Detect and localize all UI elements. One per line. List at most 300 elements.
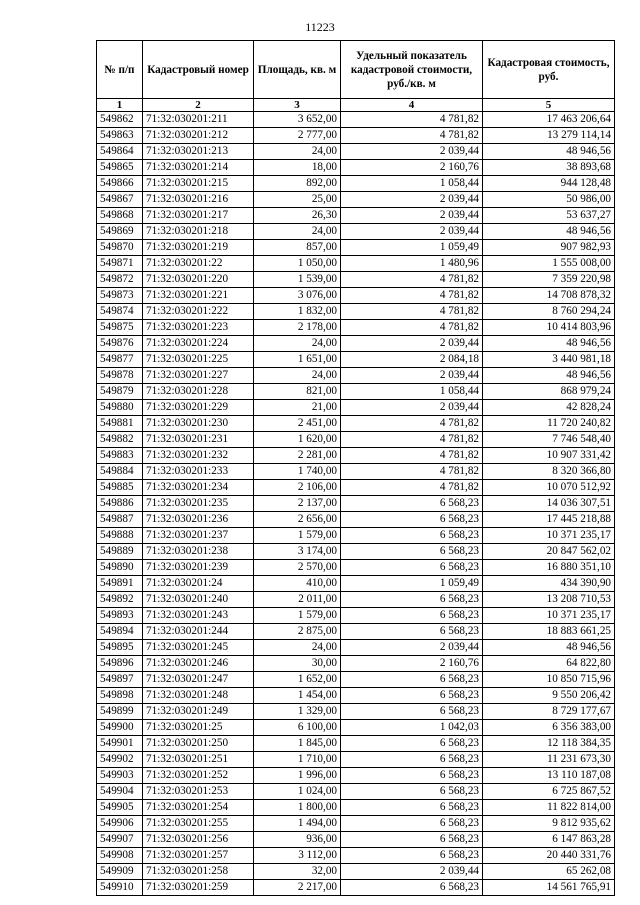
row-number-cell: 549910 bbox=[97, 880, 143, 896]
rate-cell: 6 568,23 bbox=[341, 800, 483, 816]
row-number-cell: 549886 bbox=[97, 496, 143, 512]
cost-cell: 48 946,56 bbox=[483, 224, 615, 240]
rate-cell: 2 039,44 bbox=[341, 192, 483, 208]
cost-cell: 14 561 765,91 bbox=[483, 880, 615, 896]
rate-cell: 4 781,82 bbox=[341, 480, 483, 496]
area-cell: 2 777,00 bbox=[254, 128, 341, 144]
row-number-cell: 549868 bbox=[97, 208, 143, 224]
cadastral-number-cell: 71:32:030201:251 bbox=[143, 752, 254, 768]
cost-cell: 868 979,24 bbox=[483, 384, 615, 400]
table-row bbox=[97, 272, 615, 288]
cost-cell: 42 828,24 bbox=[483, 400, 615, 416]
row-number-cell: 549885 bbox=[97, 480, 143, 496]
cost-cell: 11 231 673,30 bbox=[483, 752, 615, 768]
table-row bbox=[97, 672, 615, 688]
cost-cell: 38 893,68 bbox=[483, 160, 615, 176]
cadastral-number-cell: 71:32:030201:230 bbox=[143, 416, 254, 432]
table-row bbox=[97, 608, 615, 624]
rate-cell: 2 039,44 bbox=[341, 336, 483, 352]
rate-cell: 6 568,23 bbox=[341, 832, 483, 848]
cadastral-number-cell: 71:32:030201:214 bbox=[143, 160, 254, 176]
area-cell: 6 100,00 bbox=[254, 720, 341, 736]
row-number-cell: 549870 bbox=[97, 240, 143, 256]
rate-cell: 4 781,82 bbox=[341, 112, 483, 128]
table-row bbox=[97, 800, 615, 816]
row-number-cell: 549906 bbox=[97, 816, 143, 832]
cost-cell: 10 371 235,17 bbox=[483, 528, 615, 544]
cost-cell: 434 390,90 bbox=[483, 576, 615, 592]
rate-cell: 4 781,82 bbox=[341, 464, 483, 480]
row-number-cell: 549890 bbox=[97, 560, 143, 576]
table-row bbox=[97, 384, 615, 400]
column-number: 3 bbox=[254, 99, 341, 112]
column-number: 2 bbox=[143, 99, 254, 112]
rate-cell: 4 781,82 bbox=[341, 432, 483, 448]
area-cell: 1 329,00 bbox=[254, 704, 341, 720]
table-row bbox=[97, 752, 615, 768]
cadastral-number-cell: 71:32:030201:258 bbox=[143, 864, 254, 880]
area-cell: 3 174,00 bbox=[254, 544, 341, 560]
cadastral-number-cell: 71:32:030201:217 bbox=[143, 208, 254, 224]
cost-cell: 20 847 562,02 bbox=[483, 544, 615, 560]
cadastral-number-cell: 71:32:030201:243 bbox=[143, 608, 254, 624]
rate-cell: 2 039,44 bbox=[341, 400, 483, 416]
row-number-cell: 549891 bbox=[97, 576, 143, 592]
row-number-cell: 549884 bbox=[97, 464, 143, 480]
cadastral-number-cell: 71:32:030201:246 bbox=[143, 656, 254, 672]
cadastral-number-cell: 71:32:030201:235 bbox=[143, 496, 254, 512]
table-row bbox=[97, 176, 615, 192]
cadastral-number-cell: 71:32:030201:219 bbox=[143, 240, 254, 256]
row-number-cell: 549909 bbox=[97, 864, 143, 880]
cadastral-number-cell: 71:32:030201:225 bbox=[143, 352, 254, 368]
row-number-cell: 549908 bbox=[97, 848, 143, 864]
rate-cell: 4 781,82 bbox=[341, 304, 483, 320]
cadastral-number-cell: 71:32:030201:212 bbox=[143, 128, 254, 144]
table-row bbox=[97, 320, 615, 336]
area-cell: 3 112,00 bbox=[254, 848, 341, 864]
rate-cell: 1 042,03 bbox=[341, 720, 483, 736]
rate-cell: 1 059,49 bbox=[341, 240, 483, 256]
rate-cell: 6 568,23 bbox=[341, 608, 483, 624]
row-number-cell: 549873 bbox=[97, 288, 143, 304]
cost-cell: 53 637,27 bbox=[483, 208, 615, 224]
cost-cell: 944 128,48 bbox=[483, 176, 615, 192]
table-row bbox=[97, 480, 615, 496]
table-row bbox=[97, 192, 615, 208]
area-cell: 2 137,00 bbox=[254, 496, 341, 512]
cadastral-number-cell: 71:32:030201:215 bbox=[143, 176, 254, 192]
table-row bbox=[97, 336, 615, 352]
rate-cell: 4 781,82 bbox=[341, 272, 483, 288]
cadastral-number-cell: 71:32:030201:252 bbox=[143, 768, 254, 784]
cost-cell: 50 986,00 bbox=[483, 192, 615, 208]
table-body bbox=[97, 112, 615, 896]
cadastral-number-cell: 71:32:030201:221 bbox=[143, 288, 254, 304]
cadastral-number-cell: 71:32:030201:211 bbox=[143, 112, 254, 128]
table-row bbox=[97, 432, 615, 448]
row-number-cell: 549866 bbox=[97, 176, 143, 192]
row-number-cell: 549882 bbox=[97, 432, 143, 448]
cost-cell: 3 440 981,18 bbox=[483, 352, 615, 368]
cost-cell: 17 445 218,88 bbox=[483, 512, 615, 528]
area-cell: 2 106,00 bbox=[254, 480, 341, 496]
rate-cell: 4 781,82 bbox=[341, 320, 483, 336]
area-cell: 857,00 bbox=[254, 240, 341, 256]
cost-cell: 48 946,56 bbox=[483, 368, 615, 384]
cadastral-number-cell: 71:32:030201:237 bbox=[143, 528, 254, 544]
area-cell: 1 710,00 bbox=[254, 752, 341, 768]
area-cell: 821,00 bbox=[254, 384, 341, 400]
table-row bbox=[97, 448, 615, 464]
cost-cell: 11 720 240,82 bbox=[483, 416, 615, 432]
rate-cell: 2 039,44 bbox=[341, 208, 483, 224]
row-number-cell: 549863 bbox=[97, 128, 143, 144]
rate-cell: 1 480,96 bbox=[341, 256, 483, 272]
row-number-cell: 549897 bbox=[97, 672, 143, 688]
area-cell: 2 570,00 bbox=[254, 560, 341, 576]
row-number-cell: 549888 bbox=[97, 528, 143, 544]
area-cell: 1 454,00 bbox=[254, 688, 341, 704]
area-cell: 18,00 bbox=[254, 160, 341, 176]
cadastral-number-cell: 71:32:030201:259 bbox=[143, 880, 254, 896]
table-row bbox=[97, 640, 615, 656]
area-cell: 24,00 bbox=[254, 144, 341, 160]
column-number-row bbox=[97, 99, 615, 112]
cost-cell: 8 320 366,80 bbox=[483, 464, 615, 480]
cost-cell: 48 946,56 bbox=[483, 336, 615, 352]
cost-cell: 7 359 220,98 bbox=[483, 272, 615, 288]
area-cell: 2 875,00 bbox=[254, 624, 341, 640]
table-row bbox=[97, 288, 615, 304]
rate-cell: 6 568,23 bbox=[341, 880, 483, 896]
row-number-cell: 549889 bbox=[97, 544, 143, 560]
rate-cell: 6 568,23 bbox=[341, 592, 483, 608]
table-row bbox=[97, 368, 615, 384]
cost-cell: 11 822 814,00 bbox=[483, 800, 615, 816]
area-cell: 1 996,00 bbox=[254, 768, 341, 784]
table-row bbox=[97, 816, 615, 832]
row-number-cell: 549879 bbox=[97, 384, 143, 400]
cost-cell: 9 550 206,42 bbox=[483, 688, 615, 704]
cadastral-value-table bbox=[96, 40, 615, 896]
row-number-cell: 549865 bbox=[97, 160, 143, 176]
cadastral-number-cell: 71:32:030201:220 bbox=[143, 272, 254, 288]
cost-cell: 20 440 331,76 bbox=[483, 848, 615, 864]
rate-cell: 2 084,18 bbox=[341, 352, 483, 368]
rate-cell: 1 058,44 bbox=[341, 176, 483, 192]
rate-cell: 1 059,49 bbox=[341, 576, 483, 592]
rate-cell: 2 160,76 bbox=[341, 160, 483, 176]
table-row bbox=[97, 224, 615, 240]
table-row bbox=[97, 784, 615, 800]
row-number-cell: 549901 bbox=[97, 736, 143, 752]
table-row bbox=[97, 576, 615, 592]
area-cell: 1 579,00 bbox=[254, 608, 341, 624]
rate-cell: 2 160,76 bbox=[341, 656, 483, 672]
cost-cell: 18 883 661,25 bbox=[483, 624, 615, 640]
rate-cell: 2 039,44 bbox=[341, 864, 483, 880]
row-number-cell: 549869 bbox=[97, 224, 143, 240]
cost-cell: 6 147 863,28 bbox=[483, 832, 615, 848]
rate-cell: 6 568,23 bbox=[341, 544, 483, 560]
rate-cell: 4 781,82 bbox=[341, 416, 483, 432]
row-number-cell: 549887 bbox=[97, 512, 143, 528]
cadastral-number-cell: 71:32:030201:236 bbox=[143, 512, 254, 528]
cadastral-number-cell: 71:32:030201:253 bbox=[143, 784, 254, 800]
area-cell: 21,00 bbox=[254, 400, 341, 416]
cost-cell: 10 414 803,96 bbox=[483, 320, 615, 336]
cost-cell: 48 946,56 bbox=[483, 144, 615, 160]
rate-cell: 6 568,23 bbox=[341, 768, 483, 784]
cost-cell: 10 070 512,92 bbox=[483, 480, 615, 496]
rate-cell: 6 568,23 bbox=[341, 784, 483, 800]
table-row bbox=[97, 864, 615, 880]
cost-cell: 12 118 384,35 bbox=[483, 736, 615, 752]
area-cell: 1 651,00 bbox=[254, 352, 341, 368]
area-cell: 30,00 bbox=[254, 656, 341, 672]
header-cadastral-number: Кадастровый номер bbox=[143, 41, 254, 99]
row-number-cell: 549895 bbox=[97, 640, 143, 656]
row-number-cell: 549892 bbox=[97, 592, 143, 608]
cost-cell: 14 036 307,51 bbox=[483, 496, 615, 512]
row-number-cell: 549864 bbox=[97, 144, 143, 160]
cadastral-number-cell: 71:32:030201:24 bbox=[143, 576, 254, 592]
row-number-cell: 549862 bbox=[97, 112, 143, 128]
table-row bbox=[97, 768, 615, 784]
row-number-cell: 549907 bbox=[97, 832, 143, 848]
row-number-cell: 549881 bbox=[97, 416, 143, 432]
row-number-cell: 549874 bbox=[97, 304, 143, 320]
row-number-cell: 549883 bbox=[97, 448, 143, 464]
cadastral-number-cell: 71:32:030201:222 bbox=[143, 304, 254, 320]
cadastral-number-cell: 71:32:030201:22 bbox=[143, 256, 254, 272]
cadastral-number-cell: 71:32:030201:247 bbox=[143, 672, 254, 688]
table-row bbox=[97, 304, 615, 320]
table-row bbox=[97, 720, 615, 736]
area-cell: 1 740,00 bbox=[254, 464, 341, 480]
cost-cell: 907 982,93 bbox=[483, 240, 615, 256]
area-cell: 24,00 bbox=[254, 368, 341, 384]
column-number: 5 bbox=[483, 99, 615, 112]
rate-cell: 1 058,44 bbox=[341, 384, 483, 400]
cost-cell: 1 555 008,00 bbox=[483, 256, 615, 272]
row-number-cell: 549905 bbox=[97, 800, 143, 816]
area-cell: 892,00 bbox=[254, 176, 341, 192]
cost-cell: 13 279 114,14 bbox=[483, 128, 615, 144]
cadastral-number-cell: 71:32:030201:250 bbox=[143, 736, 254, 752]
row-number-cell: 549893 bbox=[97, 608, 143, 624]
column-number: 1 bbox=[97, 99, 143, 112]
table-row bbox=[97, 208, 615, 224]
cost-cell: 7 746 548,40 bbox=[483, 432, 615, 448]
row-number-cell: 549878 bbox=[97, 368, 143, 384]
header-num: № п/п bbox=[97, 41, 143, 99]
area-cell: 410,00 bbox=[254, 576, 341, 592]
table-row bbox=[97, 512, 615, 528]
cadastral-number-cell: 71:32:030201:256 bbox=[143, 832, 254, 848]
area-cell: 1 845,00 bbox=[254, 736, 341, 752]
cost-cell: 65 262,08 bbox=[483, 864, 615, 880]
rate-cell: 2 039,44 bbox=[341, 144, 483, 160]
area-cell: 24,00 bbox=[254, 224, 341, 240]
table-row bbox=[97, 144, 615, 160]
cadastral-number-cell: 71:32:030201:223 bbox=[143, 320, 254, 336]
area-cell: 1 832,00 bbox=[254, 304, 341, 320]
cost-cell: 64 822,80 bbox=[483, 656, 615, 672]
cost-cell: 8 760 294,24 bbox=[483, 304, 615, 320]
table-row bbox=[97, 128, 615, 144]
page-number: 11223 bbox=[305, 20, 335, 34]
area-cell: 24,00 bbox=[254, 336, 341, 352]
area-cell: 1 494,00 bbox=[254, 816, 341, 832]
table-row bbox=[97, 160, 615, 176]
table-row bbox=[97, 704, 615, 720]
header-rate: Удельный показатель кадастровой стоимости, руб./кв. м bbox=[341, 41, 483, 99]
cost-cell: 8 729 177,67 bbox=[483, 704, 615, 720]
area-cell: 3 652,00 bbox=[254, 112, 341, 128]
cadastral-number-cell: 71:32:030201:231 bbox=[143, 432, 254, 448]
area-cell: 2 178,00 bbox=[254, 320, 341, 336]
rate-cell: 6 568,23 bbox=[341, 560, 483, 576]
table-row bbox=[97, 240, 615, 256]
table-row bbox=[97, 256, 615, 272]
cadastral-number-cell: 71:32:030201:229 bbox=[143, 400, 254, 416]
cost-cell: 16 880 351,10 bbox=[483, 560, 615, 576]
row-number-cell: 549896 bbox=[97, 656, 143, 672]
table-row bbox=[97, 352, 615, 368]
table-row bbox=[97, 656, 615, 672]
cost-cell: 13 208 710,53 bbox=[483, 592, 615, 608]
cadastral-number-cell: 71:32:030201:216 bbox=[143, 192, 254, 208]
cadastral-number-cell: 71:32:030201:234 bbox=[143, 480, 254, 496]
rate-cell: 6 568,23 bbox=[341, 688, 483, 704]
cadastral-number-cell: 71:32:030201:213 bbox=[143, 144, 254, 160]
rate-cell: 6 568,23 bbox=[341, 624, 483, 640]
table-row bbox=[97, 736, 615, 752]
cadastral-number-cell: 71:32:030201:249 bbox=[143, 704, 254, 720]
row-number-cell: 549867 bbox=[97, 192, 143, 208]
table-row bbox=[97, 848, 615, 864]
rate-cell: 2 039,44 bbox=[341, 224, 483, 240]
cost-cell: 13 110 187,08 bbox=[483, 768, 615, 784]
table-row bbox=[97, 528, 615, 544]
cost-cell: 17 463 206,64 bbox=[483, 112, 615, 128]
table-row bbox=[97, 544, 615, 560]
table-row bbox=[97, 560, 615, 576]
table-row bbox=[97, 464, 615, 480]
rate-cell: 6 568,23 bbox=[341, 672, 483, 688]
cadastral-number-cell: 71:32:030201:238 bbox=[143, 544, 254, 560]
row-number-cell: 549903 bbox=[97, 768, 143, 784]
cadastral-number-cell: 71:32:030201:239 bbox=[143, 560, 254, 576]
cadastral-number-cell: 71:32:030201:240 bbox=[143, 592, 254, 608]
area-cell: 24,00 bbox=[254, 640, 341, 656]
table-row bbox=[97, 496, 615, 512]
cadastral-number-cell: 71:32:030201:245 bbox=[143, 640, 254, 656]
area-cell: 2 011,00 bbox=[254, 592, 341, 608]
row-number-cell: 549875 bbox=[97, 320, 143, 336]
table-row bbox=[97, 400, 615, 416]
area-cell: 1 579,00 bbox=[254, 528, 341, 544]
row-number-cell: 549871 bbox=[97, 256, 143, 272]
row-number-cell: 549872 bbox=[97, 272, 143, 288]
area-cell: 936,00 bbox=[254, 832, 341, 848]
cadastral-number-cell: 71:32:030201:228 bbox=[143, 384, 254, 400]
row-number-cell: 549898 bbox=[97, 688, 143, 704]
row-number-cell: 549902 bbox=[97, 752, 143, 768]
table-row bbox=[97, 592, 615, 608]
rate-cell: 6 568,23 bbox=[341, 752, 483, 768]
area-cell: 1 620,00 bbox=[254, 432, 341, 448]
area-cell: 25,00 bbox=[254, 192, 341, 208]
cadastral-number-cell: 71:32:030201:224 bbox=[143, 336, 254, 352]
cost-cell: 10 907 331,42 bbox=[483, 448, 615, 464]
area-cell: 1 024,00 bbox=[254, 784, 341, 800]
table-row bbox=[97, 832, 615, 848]
area-cell: 2 451,00 bbox=[254, 416, 341, 432]
cadastral-number-cell: 71:32:030201:254 bbox=[143, 800, 254, 816]
area-cell: 3 076,00 bbox=[254, 288, 341, 304]
row-number-cell: 549876 bbox=[97, 336, 143, 352]
area-cell: 2 281,00 bbox=[254, 448, 341, 464]
table-row bbox=[97, 112, 615, 128]
cost-cell: 6 356 383,00 bbox=[483, 720, 615, 736]
area-cell: 32,00 bbox=[254, 864, 341, 880]
cost-cell: 10 850 715,96 bbox=[483, 672, 615, 688]
rate-cell: 2 039,44 bbox=[341, 640, 483, 656]
cost-cell: 9 812 935,62 bbox=[483, 816, 615, 832]
rate-cell: 6 568,23 bbox=[341, 704, 483, 720]
rate-cell: 6 568,23 bbox=[341, 816, 483, 832]
rate-cell: 4 781,82 bbox=[341, 448, 483, 464]
rate-cell: 6 568,23 bbox=[341, 736, 483, 752]
area-cell: 1 800,00 bbox=[254, 800, 341, 816]
rate-cell: 4 781,82 bbox=[341, 288, 483, 304]
row-number-cell: 549877 bbox=[97, 352, 143, 368]
cadastral-number-cell: 71:32:030201:232 bbox=[143, 448, 254, 464]
cadastral-number-cell: 71:32:030201:244 bbox=[143, 624, 254, 640]
rate-cell: 6 568,23 bbox=[341, 512, 483, 528]
cadastral-number-cell: 71:32:030201:248 bbox=[143, 688, 254, 704]
row-number-cell: 549880 bbox=[97, 400, 143, 416]
table-row bbox=[97, 688, 615, 704]
rate-cell: 6 568,23 bbox=[341, 528, 483, 544]
cadastral-number-cell: 71:32:030201:25 bbox=[143, 720, 254, 736]
column-number: 4 bbox=[341, 99, 483, 112]
cost-cell: 10 371 235,17 bbox=[483, 608, 615, 624]
cadastral-number-cell: 71:32:030201:257 bbox=[143, 848, 254, 864]
cost-cell: 14 708 878,32 bbox=[483, 288, 615, 304]
table-header-row bbox=[97, 41, 615, 99]
cadastral-number-cell: 71:32:030201:233 bbox=[143, 464, 254, 480]
rate-cell: 2 039,44 bbox=[341, 368, 483, 384]
area-cell: 2 217,00 bbox=[254, 880, 341, 896]
area-cell: 26,30 bbox=[254, 208, 341, 224]
cadastral-number-cell: 71:32:030201:227 bbox=[143, 368, 254, 384]
header-cost: Кадастровая стоимость, руб. bbox=[483, 41, 615, 99]
area-cell: 1 652,00 bbox=[254, 672, 341, 688]
cost-cell: 48 946,56 bbox=[483, 640, 615, 656]
row-number-cell: 549894 bbox=[97, 624, 143, 640]
area-cell: 1 050,00 bbox=[254, 256, 341, 272]
rate-cell: 6 568,23 bbox=[341, 848, 483, 864]
table-row bbox=[97, 880, 615, 896]
table-row bbox=[97, 416, 615, 432]
header-area: Площадь, кв. м bbox=[254, 41, 341, 99]
row-number-cell: 549904 bbox=[97, 784, 143, 800]
table-row bbox=[97, 624, 615, 640]
